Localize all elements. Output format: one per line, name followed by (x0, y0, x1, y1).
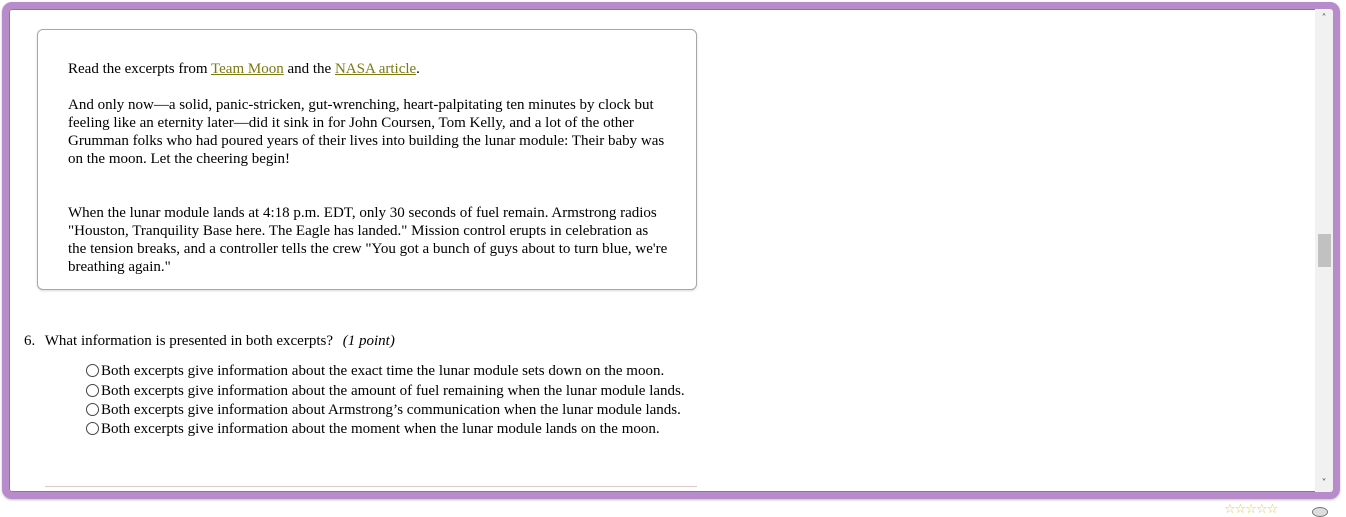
radio-button[interactable] (86, 384, 99, 397)
scroll-down-button[interactable] (1315, 474, 1333, 492)
radio-button[interactable] (86, 403, 99, 416)
question-prompt (24, 332, 395, 350)
answer-choice[interactable] (86, 401, 685, 420)
radio-button[interactable] (86, 364, 99, 377)
star-rating-icon[interactable]: ☆☆☆☆☆ (1224, 502, 1278, 517)
answer-choice[interactable] (86, 420, 685, 439)
question-points: (1 point) (342, 333, 395, 349)
chevron-up-icon: ˄ (1321, 12, 1327, 24)
answer-choice-label[interactable]: Both excerpts give information about the exact time the lunar module sets down on the moon. (101, 363, 665, 380)
answer-choice-label[interactable]: Both excerpts give information about the moment when the lunar module lands on the moon. (101, 421, 660, 438)
question-window (2, 2, 1340, 499)
excerpt-team-moon: And only now—a solid, panic-stricken, gut-wrenching, heart-palpitating ten minutes by clock but feeling like an eternity later—did it sink in for John Coursen, Tom Kelly, and a lot of the other Grumman folks who had poured years of their lives into building the lunar module: Their baby was on the moon. Let the cheering begin! (68, 97, 665, 167)
excerpt-nasa-article: When the lunar module lands at 4:18 p.m. EDT, only 30 seconds of fuel remain. Armstrong radios "Houston, Tranquility Base here. The Eagle has landed." Mission control erupts in celebration as the tension breaks, and a controller tells the crew "You got a bunch of guys about to turn blue, we're breathing again." (68, 205, 668, 275)
question-text: What information is presented in both excerpts? (44, 333, 333, 349)
vertical-scrollbar[interactable] (1315, 9, 1333, 492)
passage-intro (68, 60, 668, 78)
passage-box (37, 29, 697, 290)
answer-choice-label[interactable]: Both excerpts give information about the amount of fuel remaining when the lunar module lands. (101, 382, 685, 399)
answer-choice[interactable] (86, 362, 685, 381)
scroll-up-button[interactable] (1315, 9, 1333, 27)
question-number: 6. (24, 333, 36, 349)
scrollbar-thumb[interactable] (1318, 234, 1331, 267)
intro-suffix: . (416, 61, 420, 77)
answer-choice-label[interactable]: Both excerpts give information about Armstrong’s communication when the lunar module lands. (101, 401, 681, 418)
nasa-article-link[interactable]: NASA article (334, 61, 417, 77)
chevron-down-icon: ˅ (1321, 477, 1327, 489)
team-moon-link[interactable]: Team Moon (211, 61, 284, 77)
answer-choices (86, 362, 685, 440)
content-area (9, 9, 1315, 492)
radio-button[interactable] (86, 422, 99, 435)
intro-prefix: Read the excerpts from (68, 61, 212, 77)
passage-text (68, 60, 668, 276)
next-section-divider (45, 486, 697, 487)
intro-mid: and the (283, 61, 335, 77)
answer-choice[interactable] (86, 381, 685, 400)
